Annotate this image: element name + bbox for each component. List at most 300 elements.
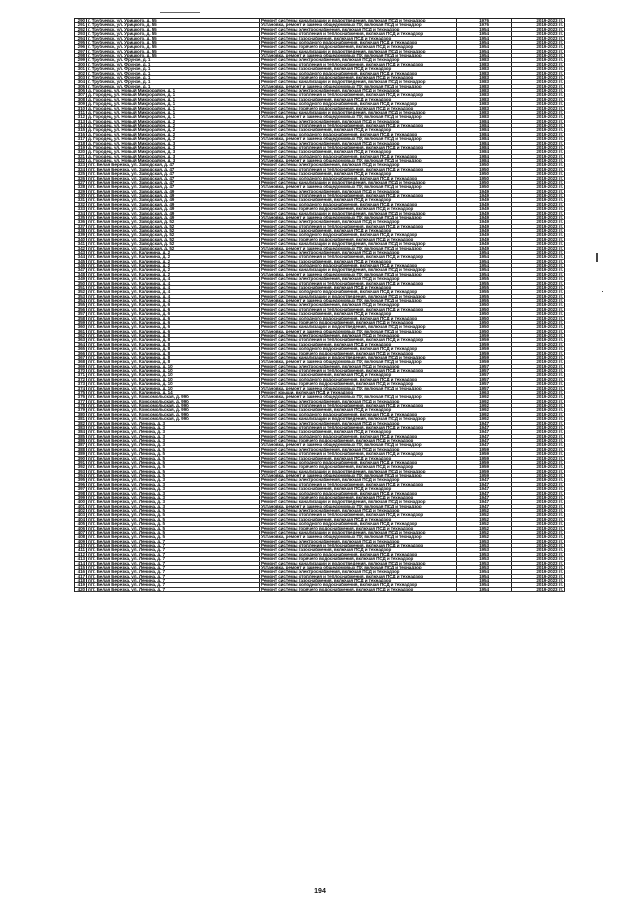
year-built-cell: 1959 (457, 470, 512, 473)
year-built-cell: 1957 (457, 369, 512, 372)
period-cell: 2019-2023 гг. (512, 553, 565, 556)
address-cell: пгт. Белая Березка, ул. Заводская, д. 52 (87, 238, 260, 241)
address-cell: пгт. Белая Березка, ул. Ленина, д. 7 (87, 583, 260, 586)
page-number: 194 (314, 888, 326, 895)
row-number-cell: 348 (75, 273, 87, 276)
year-built-cell: 1954 (457, 45, 512, 48)
period-cell: 2019-2023 гг. (512, 142, 565, 145)
address-cell: пгт. Белая Березка, ул. Ленина, д. 5 (87, 474, 260, 477)
address-cell: пгт. Белая Березка, ул. Калинина, д. 2 (87, 273, 260, 276)
year-built-cell: 1949 (457, 194, 512, 197)
work-type-cell: Ремонт системы электроснабжения, включая ПСД и технадзор (260, 334, 457, 337)
row-number-cell: 315 (75, 128, 87, 131)
period-cell: 2019-2023 гг. (512, 203, 565, 206)
row-number-cell: 326 (75, 177, 87, 180)
work-type-cell: Ремонт системы газоснабжения, включая ПСД и технадзор (260, 430, 457, 433)
work-type-cell: Ремонт системы газоснабжения, включая ПСД и технадзор (260, 67, 457, 70)
period-cell: 2019-2023 гг. (512, 72, 565, 75)
year-built-cell: 1954 (457, 41, 512, 44)
address-cell: пгт. Белая Березка, ул. Ленина, д. 3 (87, 505, 260, 508)
period-cell: 2019-2023 гг. (512, 382, 565, 385)
address-cell: г. Трубчевск, ул. Фрунзе, д. 1 (87, 85, 260, 88)
work-type-cell: Установка, ремонт и замена общедомовых ПУ, включая ПСД и технадзор (260, 85, 457, 88)
row-number-cell: 291 (75, 23, 87, 26)
address-cell: пгт. Белая Березка, ул. Калинина, д. 4 (87, 290, 260, 293)
period-cell: 2019-2023 гг. (512, 496, 565, 499)
work-type-cell: Ремонт системы газоснабжения, включая ПСД и технадзор (260, 487, 457, 490)
row-number-cell: 312 (75, 115, 87, 118)
work-type-cell: Ремонт системы отопления и теплоснабжения, включая ПСД и технадзор (260, 63, 457, 66)
address-cell: пгт. Белая Березка, ул. Калинина, д. 4 (87, 299, 260, 302)
year-built-cell: 1984 (457, 133, 512, 136)
work-type-cell: Ремонт системы отопления и теплоснабжения, включая ПСД и технадзор (260, 255, 457, 258)
address-cell: д. Городец, ул. Новый Микрорайон, д. 3 (87, 142, 260, 145)
period-cell: 2019-2023 гг. (512, 137, 565, 140)
address-cell: пгт. Белая Березка, ул. Калинина, д. 4 (87, 286, 260, 289)
row-number-cell: 305 (75, 85, 87, 88)
period-cell: 2019-2023 гг. (512, 373, 565, 376)
work-type-cell: Ремонт системы отопления и теплоснабжения, включая ПСД и технадзор (260, 93, 457, 96)
year-built-cell: 1959 (457, 461, 512, 464)
table-row (75, 588, 565, 592)
period-cell: 2019-2023 гг. (512, 23, 565, 26)
year-built-cell: 1954 (457, 264, 512, 267)
address-cell: пгт. Белая Березка, ул. Калинина, д. 8 (87, 352, 260, 355)
year-built-cell: 1957 (457, 382, 512, 385)
work-type-cell: Установка, ремонт и замена общедомовых ПУ, включая ПСД и технадзор (260, 566, 457, 569)
work-type-cell: Ремонт системы холодного водоснабжения, включая ПСД и технадзор (260, 347, 457, 350)
year-built-cell: 1947 (457, 435, 512, 438)
address-cell: д. Городец, ул. Новый Микрорайон, д. 2 (87, 124, 260, 127)
work-type-cell: Ремонт системы электроснабжения, включая ПСД и технадзор (260, 190, 457, 193)
address-cell: д. Городец, ул. Новый Микрорайон, д. 1 (87, 93, 260, 96)
address-cell: пгт. Белая Березка, ул. Заводская, д. 47 (87, 172, 260, 175)
address-cell: пгт. Белая Березка, ул. Ленина, д. 3 (87, 492, 260, 495)
year-built-cell: 1957 (457, 373, 512, 376)
address-cell: пгт. Белая Березка, ул. Калинина, д. 4 (87, 282, 260, 285)
period-cell: 2019-2023 гг. (512, 290, 565, 293)
period-cell: 2019-2023 гг. (512, 483, 565, 486)
address-cell: д. Городец, ул. Новый Микрорайон, д. 1 (87, 89, 260, 92)
row-number-cell: 319 (75, 146, 87, 149)
address-cell: пгт. Белая Березка, ул. Ленина, д. 5 (87, 527, 260, 530)
work-type-cell: Ремонт системы электроснабжения, включая ПСД и технадзор (260, 120, 457, 123)
address-cell: пгт. Белая Березка, ул. Калинина, д. 6 (87, 317, 260, 320)
year-built-cell: 1983 (457, 76, 512, 79)
address-cell: пгт. Белая Березка, ул. Калинина, д. 8 (87, 343, 260, 346)
work-type-cell: Ремонт системы газоснабжения, включая ПСД и технадзор (260, 98, 457, 101)
period-cell: 2019-2023 гг. (512, 457, 565, 460)
address-cell: г. Трубчевск, ул. Урицкого, д. 55 (87, 19, 260, 22)
work-type-cell: Ремонт системы холодного водоснабжения, включая ПСД и технадзор (260, 553, 457, 556)
period-cell: 2019-2023 гг. (512, 417, 565, 420)
period-cell: 2019-2023 гг. (512, 343, 565, 346)
row-number-cell: 333 (75, 207, 87, 210)
address-cell: пгт. Белая Березка, ул. Заводская, д. 49 (87, 198, 260, 201)
period-cell: 2019-2023 гг. (512, 334, 565, 337)
year-built-cell: 1950 (457, 168, 512, 171)
row-number-cell: 302 (75, 72, 87, 75)
work-type-cell: Ремонт системы газоснабжения, включая ПСД и технадзор (260, 229, 457, 232)
scan-speck (596, 253, 598, 262)
period-cell: 2019-2023 гг. (512, 452, 565, 455)
year-built-cell: 1984 (457, 146, 512, 149)
year-built-cell: 1947 (457, 430, 512, 433)
year-built-cell: 1959 (457, 452, 512, 455)
row-number-cell: 366 (75, 352, 87, 355)
work-type-cell: Ремонт системы горячего водоснабжения, включая ПСД и технадзор (260, 465, 457, 468)
row-number-cell: 397 (75, 487, 87, 490)
address-cell: пгт. Белая Березка, ул. Ленина, д. 3 (87, 435, 260, 438)
year-built-cell: 1983 (457, 85, 512, 88)
row-number-cell: 391 (75, 461, 87, 464)
year-built-cell: 1992 (457, 395, 512, 398)
period-cell: 2019-2023 гг. (512, 422, 565, 425)
period-cell: 2019-2023 гг. (512, 93, 565, 96)
year-built-cell: 1950 (457, 312, 512, 315)
period-cell: 2019-2023 гг. (512, 120, 565, 123)
period-cell: 2019-2023 гг. (512, 282, 565, 285)
year-built-cell: 1950 (457, 317, 512, 320)
work-type-cell: Ремонт системы газоснабжения, включая ПСД и технадзор (260, 548, 457, 551)
address-cell: пгт. Белая Березка, ул. Калинина, д. 8 (87, 347, 260, 350)
row-number-cell: 374 (75, 387, 87, 390)
year-built-cell: 1984 (457, 128, 512, 131)
row-number-cell: 412 (75, 553, 87, 556)
period-cell: 2019-2023 гг. (512, 588, 565, 591)
address-cell: пгт. Белая Березка, ул. Ленина, д. 3 (87, 422, 260, 425)
row-number-cell: 349 (75, 277, 87, 280)
address-cell: пгт. Белая Березка, ул. Калинина, д. 10 (87, 378, 260, 381)
address-cell: пгт. Белая Березка, ул. Ленина, д. 3 (87, 483, 260, 486)
row-number-cell: 295 (75, 41, 87, 44)
row-number-cell: 377 (75, 400, 87, 403)
period-cell: 2019-2023 гг. (512, 89, 565, 92)
year-built-cell: 1953 (457, 562, 512, 565)
work-type-cell: Установка, ремонт и замена общедомовых ПУ, включая ПСД и технадзор (260, 23, 457, 26)
row-number-cell: 404 (75, 518, 87, 521)
work-type-cell: Ремонт системы холодного водоснабжения, включая ПСД и технадзор (260, 583, 457, 586)
period-cell: 2019-2023 гг. (512, 443, 565, 446)
work-type-cell: Ремонт системы холодного водоснабжения, включая ПСД и технадзор (260, 203, 457, 206)
period-cell: 2019-2023 гг. (512, 37, 565, 40)
address-cell: пгт. Белая Березка, ул. Ленина, д. 5 (87, 465, 260, 468)
period-cell: 2019-2023 гг. (512, 570, 565, 573)
address-cell: пгт. Белая Березка, ул. Заводская, д. 52 (87, 225, 260, 228)
work-type-cell: Ремонт системы электроснабжения, включая ПСД и технадзор (260, 540, 457, 543)
address-cell: пгт. Белая Березка, ул. Комсомольская, д. 99б (87, 400, 260, 403)
year-built-cell: 1959 (457, 356, 512, 359)
period-cell: 2019-2023 гг. (512, 76, 565, 79)
work-type-cell: Ремонт системы горячего водоснабжения, включая ПСД и технадзор (260, 527, 457, 530)
period-cell: 2019-2023 гг. (512, 330, 565, 333)
address-cell: пгт. Белая Березка, ул. Заводская, д. 52 (87, 247, 260, 250)
year-built-cell: 1984 (457, 159, 512, 162)
year-built-cell: 1983 (457, 107, 512, 110)
work-type-cell: Ремонт системы электроснабжения, включая ПСД и технадзор (260, 478, 457, 481)
period-cell: 2019-2023 гг. (512, 548, 565, 551)
year-built-cell: 1954 (457, 273, 512, 276)
row-number-cell: 398 (75, 492, 87, 495)
year-built-cell: 1957 (457, 387, 512, 390)
row-number-cell: 382 (75, 422, 87, 425)
year-built-cell: 1949 (457, 247, 512, 250)
row-number-cell: 373 (75, 382, 87, 385)
row-number-cell: 332 (75, 203, 87, 206)
row-number-cell: 376 (75, 395, 87, 398)
work-type-cell: Ремонт системы электроснабжения, включая ПСД и технадзор (260, 365, 457, 368)
work-type-cell: Ремонт системы отопления и теплоснабжения, включая ПСД и технадзор (260, 338, 457, 341)
year-built-cell: 1992 (457, 417, 512, 420)
year-built-cell: 1983 (457, 115, 512, 118)
year-built-cell: 1949 (457, 242, 512, 245)
row-number-cell: 359 (75, 321, 87, 324)
period-cell: 2019-2023 гг. (512, 531, 565, 534)
address-cell: пгт. Белая Березка, ул. Комсомольская, д. 99б (87, 408, 260, 411)
work-type-cell: Ремонт системы горячего водоснабжения, включая ПСД и технадзор (260, 207, 457, 210)
work-type-cell: Ремонт системы горячего водоснабжения, включая ПСД и технадзор (260, 321, 457, 324)
scan-speck (160, 12, 200, 13)
period-cell: 2019-2023 гг. (512, 115, 565, 118)
row-number-cell: 409 (75, 540, 87, 543)
period-cell: 2019-2023 гг. (512, 181, 565, 184)
work-type-cell: Установка, ремонт и замена общедомовых ПУ, включая ПСД и технадзор (260, 474, 457, 477)
year-built-cell: 1959 (457, 448, 512, 451)
year-built-cell: 1947 (457, 487, 512, 490)
address-cell: пгт. Белая Березка, ул. Калинина, д. 8 (87, 334, 260, 337)
year-built-cell: 1984 (457, 155, 512, 158)
address-cell: пгт. Белая Березка, ул. Заводская, д. 49 (87, 194, 260, 197)
period-cell: 2019-2023 гг. (512, 63, 565, 66)
address-cell: пгт. Белая Березка, ул. Ленина, д. 5 (87, 522, 260, 525)
row-number-cell: 329 (75, 190, 87, 193)
period-cell: 2019-2023 гг. (512, 146, 565, 149)
period-cell: 2019-2023 гг. (512, 461, 565, 464)
period-cell: 2019-2023 гг. (512, 544, 565, 547)
year-built-cell: 1954 (457, 588, 512, 591)
period-cell: 2019-2023 гг. (512, 124, 565, 127)
period-cell: 2019-2023 гг. (512, 360, 565, 363)
work-type-cell: Ремонт системы отопления и теплоснабжения, включая ПСД и технадзор (260, 146, 457, 149)
address-cell: пгт. Белая Березка, ул. Заводская, д. 52 (87, 233, 260, 236)
row-number-cell: 368 (75, 360, 87, 363)
address-cell: пгт. Белая Березка, ул. Заводская, д. 47 (87, 168, 260, 171)
address-cell: пгт. Белая Березка, ул. Заводская, д. 52 (87, 242, 260, 245)
work-type-cell: Ремонт системы горячего водоснабжения, включая ПСД и технадзор (260, 382, 457, 385)
work-type-cell: Установка, ремонт и замена общедомовых ПУ, включая ПСД и технадзор (260, 360, 457, 363)
address-cell: пгт. Белая Березка, ул. Заводская, д. 47 (87, 177, 260, 180)
work-type-cell: Ремонт системы отопления и теплоснабжения, включая ПСД и технадзор (260, 483, 457, 486)
row-number-cell: 318 (75, 142, 87, 145)
row-number-cell: 392 (75, 465, 87, 468)
address-cell: пгт. Белая Березка, ул. Калинина, д. 8 (87, 338, 260, 341)
row-number-cell: 367 (75, 356, 87, 359)
work-type-cell: Ремонт системы отопления и теплоснабжения, включая ПСД и технадзор (260, 32, 457, 35)
row-number-cell: 369 (75, 365, 87, 368)
work-type-cell: Ремонт системы отопления и теплоснабжения, включая ПСД и технадзор (260, 426, 457, 429)
period-cell: 2019-2023 гг. (512, 28, 565, 31)
period-cell: 2019-2023 гг. (512, 177, 565, 180)
row-number-cell: 298 (75, 54, 87, 57)
work-type-cell: Ремонт системы горячего водоснабжения, включая ПСД и технадзор (260, 588, 457, 591)
work-type-cell: Ремонт системы канализации и водоотведения, включая ПСД и технадзор (260, 562, 457, 565)
address-cell: пгт. Белая Березка, ул. Ленина, д. 7 (87, 544, 260, 547)
period-cell: 2019-2023 гг. (512, 67, 565, 70)
row-number-cell: 399 (75, 496, 87, 499)
row-number-cell: 350 (75, 282, 87, 285)
address-cell: пгт. Белая Березка, ул. Калинина, д. 6 (87, 312, 260, 315)
address-cell: пгт. Белая Березка, ул. Калинина, д. 8 (87, 360, 260, 363)
period-cell: 2019-2023 гг. (512, 426, 565, 429)
row-number-cell: 364 (75, 343, 87, 346)
year-built-cell: 1947 (457, 439, 512, 442)
row-number-cell: 384 (75, 430, 87, 433)
work-type-cell: Ремонт системы отопления и теплоснабжения, включая ПСД и технадзор (260, 513, 457, 516)
period-cell: 2019-2023 гг. (512, 566, 565, 569)
year-built-cell: 1952 (457, 527, 512, 530)
period-cell: 2019-2023 гг. (512, 478, 565, 481)
row-number-cell: 416 (75, 570, 87, 573)
address-cell: пгт. Белая Березка, ул. Ленина, д. 7 (87, 588, 260, 591)
address-cell: пгт. Белая Березка, ул. Ленина, д. 5 (87, 513, 260, 516)
work-type-cell: Ремонт системы холодного водоснабжения, включая ПСД и технадзор (260, 72, 457, 75)
year-built-cell: 1949 (457, 203, 512, 206)
period-cell: 2019-2023 гг. (512, 540, 565, 543)
row-number-cell: 358 (75, 317, 87, 320)
work-type-cell: Ремонт системы канализации и водоотведения, включая ПСД и технадзор (260, 242, 457, 245)
row-number-cell: 420 (75, 588, 87, 591)
row-number-cell: 362 (75, 334, 87, 337)
work-type-cell: Установка, ремонт и замена общедомовых ПУ, включая ПСД и технадзор (260, 54, 457, 57)
work-type-cell: Установка, ремонт и замена общедомовых ПУ, включая ПСД и технадзор (260, 395, 457, 398)
address-cell: пгт. Белая Березка, ул. Калинина, д. 2 (87, 251, 260, 254)
work-type-cell: Установка, ремонт и замена общедомовых ПУ, включая ПСД и технадзор (260, 137, 457, 140)
period-cell: 2019-2023 гг. (512, 321, 565, 324)
address-cell: г. Трубчевск, ул. Фрунзе, д. 1 (87, 67, 260, 70)
year-built-cell: 1954 (457, 32, 512, 35)
period-cell: 2019-2023 гг. (512, 268, 565, 271)
address-cell: г. Трубчевск, ул. Фрунзе, д. 1 (87, 63, 260, 66)
address-cell: пгт. Белая Березка, ул. Калинина, д. 6 (87, 321, 260, 324)
year-built-cell: 1949 (457, 220, 512, 223)
row-number-cell: 346 (75, 264, 87, 267)
address-cell: д. Городец, ул. Новый Микрорайон, д. 1 (87, 98, 260, 101)
year-built-cell: 1953 (457, 557, 512, 560)
period-cell: 2019-2023 гг. (512, 575, 565, 578)
period-cell: 2019-2023 гг. (512, 85, 565, 88)
period-cell: 2019-2023 гг. (512, 513, 565, 516)
row-number-cell: 381 (75, 417, 87, 420)
address-cell: пгт. Белая Березка, ул. Ленина, д. 3 (87, 443, 260, 446)
year-built-cell: 1984 (457, 137, 512, 140)
row-number-cell: 411 (75, 548, 87, 551)
year-built-cell: 1950 (457, 325, 512, 328)
period-cell: 2019-2023 гг. (512, 159, 565, 162)
work-type-cell: Установка, ремонт и замена общедомовых ПУ, включая ПСД и технадзор (260, 443, 457, 446)
period-cell: 2019-2023 гг. (512, 535, 565, 538)
work-type-cell: Ремонт системы газоснабжения, включая ПСД и технадзор (260, 518, 457, 521)
work-type-cell: Ремонт системы отопления и теплоснабжения, включая ПСД и технадзор (260, 194, 457, 197)
row-number-cell: 403 (75, 513, 87, 516)
period-cell: 2019-2023 гг. (512, 400, 565, 403)
row-number-cell: 303 (75, 76, 87, 79)
year-built-cell: 1957 (457, 365, 512, 368)
address-cell: пгт. Белая Березка, ул. Ленина, д. 7 (87, 553, 260, 556)
row-number-cell: 379 (75, 408, 87, 411)
work-type-cell: Ремонт системы холодного водоснабжения, включая ПСД и технадзор (260, 461, 457, 464)
period-cell: 2019-2023 гг. (512, 185, 565, 188)
address-cell: пгт. Белая Березка, ул. Калинина, д. 4 (87, 277, 260, 280)
row-number-cell: 402 (75, 509, 87, 512)
year-built-cell: 1959 (457, 343, 512, 346)
address-cell: пгт. Белая Березка, ул. Заводская, д. 47 (87, 185, 260, 188)
period-cell: 2019-2023 гг. (512, 295, 565, 298)
year-built-cell: 1984 (457, 150, 512, 153)
period-cell: 2019-2023 гг. (512, 163, 565, 166)
work-type-cell: Ремонт системы электроснабжения, включая ПСД и технадзор (260, 400, 457, 403)
address-cell: пгт. Белая Березка, ул. Заводская, д. 47 (87, 181, 260, 184)
row-number-cell: 324 (75, 168, 87, 171)
row-number-cell: 395 (75, 478, 87, 481)
work-type-cell: Ремонт системы электроснабжения, включая ПСД и технадзор (260, 58, 457, 61)
row-number-cell: 309 (75, 102, 87, 105)
year-built-cell: 1983 (457, 72, 512, 75)
row-number-cell: 370 (75, 369, 87, 372)
address-cell: д. Городец, ул. Новый Микрорайон, д. 2 (87, 137, 260, 140)
work-type-cell: Установка, ремонт и замена общедомовых ПУ, включая ПСД и технадзор (260, 185, 457, 188)
period-cell: 2019-2023 гг. (512, 242, 565, 245)
work-type-cell: Ремонт системы горячего водоснабжения, включая ПСД и технадзор (260, 439, 457, 442)
row-number-cell: 375 (75, 391, 87, 394)
row-number-cell: 351 (75, 286, 87, 289)
work-type-cell: Ремонт системы электроснабжения, включая ПСД и технадзор (260, 509, 457, 512)
address-cell: г. Трубчевск, ул. Урицкого, д. 55 (87, 37, 260, 40)
work-type-cell: Установка, ремонт и замена общедомовых ПУ, включая ПСД и технадзор (260, 535, 457, 538)
address-cell: пгт. Белая Березка, ул. Калинина, д. 4 (87, 295, 260, 298)
work-type-cell: Установка, ремонт и замена общедомовых ПУ, включая ПСД и технадзор (260, 216, 457, 219)
row-number-cell: 357 (75, 312, 87, 315)
period-cell: 2019-2023 гг. (512, 251, 565, 254)
row-number-cell: 363 (75, 338, 87, 341)
year-built-cell: 1952 (457, 509, 512, 512)
address-cell: пгт. Белая Березка, ул. Калинина, д. 10 (87, 369, 260, 372)
year-built-cell: 1983 (457, 67, 512, 70)
address-cell: пгт. Белая Березка, ул. Калинина, д. 8 (87, 356, 260, 359)
work-type-cell: Ремонт системы газоснабжения, включая ПСД и технадзор (260, 343, 457, 346)
row-number-cell: 292 (75, 28, 87, 31)
work-type-cell: Ремонт системы газоснабжения, включая ПСД и технадзор (260, 37, 457, 40)
period-cell: 2019-2023 гг. (512, 32, 565, 35)
row-number-cell: 311 (75, 111, 87, 114)
address-cell: пгт. Белая Березка, ул. Калинина, д. 6 (87, 330, 260, 333)
work-type-cell: Ремонт системы электроснабжения, включая ПСД и технадзор (260, 28, 457, 31)
works-table (74, 18, 565, 592)
period-cell: 2019-2023 гг. (512, 308, 565, 311)
work-type-cell: Ремонт системы холодного водоснабжения, включая ПСД и технадзор (260, 522, 457, 525)
year-built-cell: 1954 (457, 251, 512, 254)
year-built-cell: 1983 (457, 80, 512, 83)
row-number-cell: 388 (75, 448, 87, 451)
period-cell: 2019-2023 гг. (512, 238, 565, 241)
work-type-cell: Ремонт системы горячего водоснабжения, включая ПСД и технадзор (260, 45, 457, 48)
work-type-cell: Ремонт системы холодного водоснабжения, включая ПСД и технадзор (260, 41, 457, 44)
address-cell: пгт. Белая Березка, ул. Ленина, д. 7 (87, 575, 260, 578)
address-cell: пгт. Белая Березка, ул. Заводская, д. 49 (87, 216, 260, 219)
year-built-cell: 1949 (457, 225, 512, 228)
row-number-cell: 347 (75, 268, 87, 271)
address-cell: г. Трубчевск, ул. Урицкого, д. 55 (87, 54, 260, 57)
period-cell: 2019-2023 гг. (512, 391, 565, 394)
